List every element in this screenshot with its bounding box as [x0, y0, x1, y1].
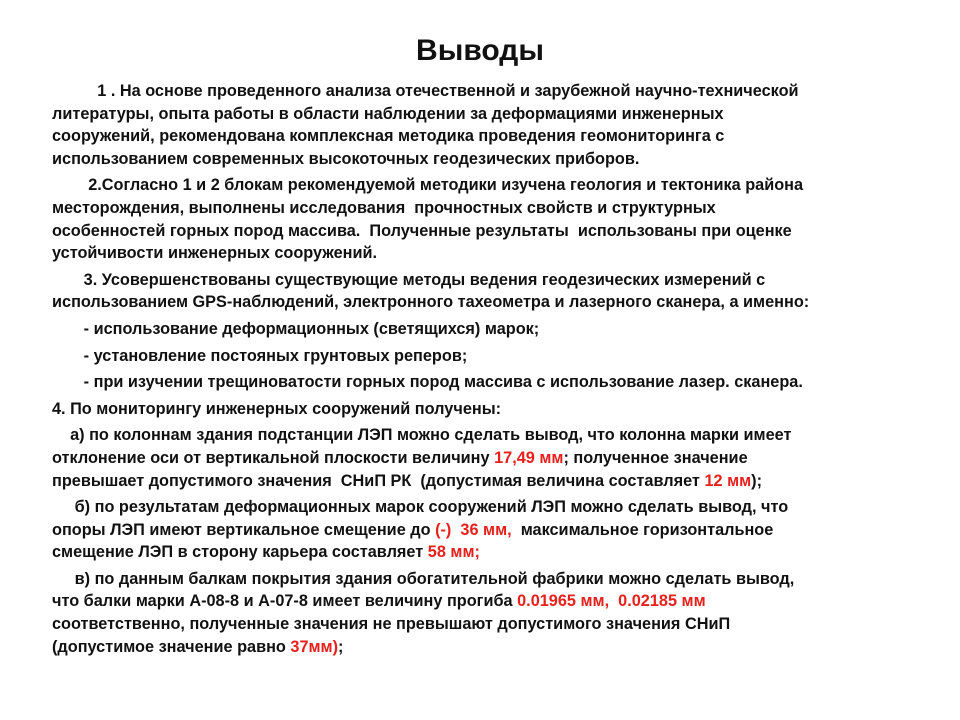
text-line [52, 103, 922, 126]
paragraph-p3c [52, 371, 922, 394]
text-line [52, 318, 922, 341]
text-segment: смещение ЛЭП в сторону карьера составляет [52, 543, 428, 562]
text-line [52, 371, 922, 394]
text-segment: (допустимое значение равно [52, 637, 291, 656]
text-segment: - использование деформационных (светящихся) марок; [52, 319, 540, 338]
text-segment: особенностей горных пород массива. Полученные результаты использованы при оценке [52, 221, 792, 240]
text-segment: соответственно, полученные значения не превышают допустимого значения СНиП [52, 615, 731, 634]
paragraph-p4a [52, 424, 922, 492]
text-line [52, 470, 922, 493]
text-segment: 1 . На основе проведенного анализа отечественной и зарубежной научно-технической [52, 82, 799, 100]
text-segment: устойчивости инженерных сооружений. [52, 244, 378, 263]
conclusions-body [52, 80, 922, 662]
paragraph-p4b [52, 496, 922, 564]
text-line [52, 291, 922, 314]
text-line [52, 197, 922, 220]
text-segment: 2.Согласно 1 и 2 блокам рекомендуемой методики изучена геология и тектоника района [52, 176, 804, 195]
text-segment: опоры ЛЭП имеют вертикальное смещение до [52, 520, 436, 539]
text-line [52, 148, 922, 171]
text-segment: отклонение оси от вертикальной плоскости величину [52, 448, 495, 467]
paragraph-p1 [52, 80, 922, 170]
text-line [52, 613, 922, 636]
highlighted-value: 0.01965 мм, 0.02185 мм [517, 592, 706, 611]
text-line [52, 568, 922, 591]
text-segment: - установление постояных грунтовых реперов; [52, 346, 468, 365]
text-segment: использованием GPS-наблюдений, электронного тахеометра и лазерного сканера, а именно: [52, 293, 810, 312]
text-segment: ); [751, 471, 763, 490]
text-segment: сооружений, рекомендована комплексная методика проведения геомониторинга с [52, 127, 725, 146]
paragraph-p3b [52, 345, 922, 368]
text-line [52, 447, 922, 470]
text-segment: ; [338, 637, 344, 656]
paragraph-p4c [52, 568, 922, 658]
highlighted-value: 17,49 мм [494, 448, 564, 467]
text-line [52, 424, 922, 447]
text-line [52, 269, 922, 292]
text-line [52, 220, 922, 243]
text-segment: превышает допустимого значения СНиП РК (допустимая величина составляет [52, 471, 705, 490]
text-line [52, 125, 922, 148]
text-segment: литературы, опыта работы в области наблюдении за деформациями инженерных [52, 104, 724, 123]
highlighted-value: 58 мм; [427, 543, 480, 562]
page-title: Выводы [416, 34, 544, 67]
text-line [52, 398, 922, 421]
text-segment: использованием современных высокоточных геодезических приборов. [52, 149, 640, 168]
text-line [52, 496, 922, 519]
text-line [52, 519, 922, 542]
paragraph-p2 [52, 174, 922, 264]
paragraph-p3a [52, 318, 922, 341]
text-segment: максимальное горизонтальное [511, 520, 774, 539]
highlighted-value: 37мм) [290, 637, 339, 656]
paragraph-p4 [52, 398, 922, 421]
text-segment: б) по результатам деформационных марок сооружений ЛЭП можно сделать вывод, что [52, 498, 789, 517]
text-segment: месторождения, выполнены исследования прочностных свойств и структурных [52, 198, 716, 217]
text-line [52, 80, 922, 103]
text-line [52, 242, 922, 265]
text-line [52, 636, 922, 659]
text-segment: а) по колоннам здания подстанции ЛЭП можно сделать вывод, что колонна марки имеет [52, 426, 792, 445]
text-segment: ; полученное значение [563, 448, 748, 467]
text-segment: 4. По мониторингу инженерных сооружений получены: [52, 399, 502, 418]
text-line [52, 345, 922, 368]
highlighted-value: 12 мм [704, 471, 752, 490]
text-line [52, 174, 922, 197]
text-segment: - при изучении трещиноватости горных пород массива с использование лазер. сканера. [52, 373, 803, 392]
text-segment: в) по данным балкам покрытия здания обогатительной фабрики можно сделать вывод, [52, 569, 795, 588]
text-segment: 3. Усовершенствованы существующие методы ведения геодезических измерений с [52, 270, 766, 289]
paragraph-p3 [52, 269, 922, 314]
highlighted-value: (-) 36 мм, [435, 520, 512, 539]
text-segment: что балки марки А-08-8 и А-07-8 имеет величину прогиба [52, 592, 518, 611]
text-line [52, 590, 922, 613]
text-line [52, 541, 922, 564]
